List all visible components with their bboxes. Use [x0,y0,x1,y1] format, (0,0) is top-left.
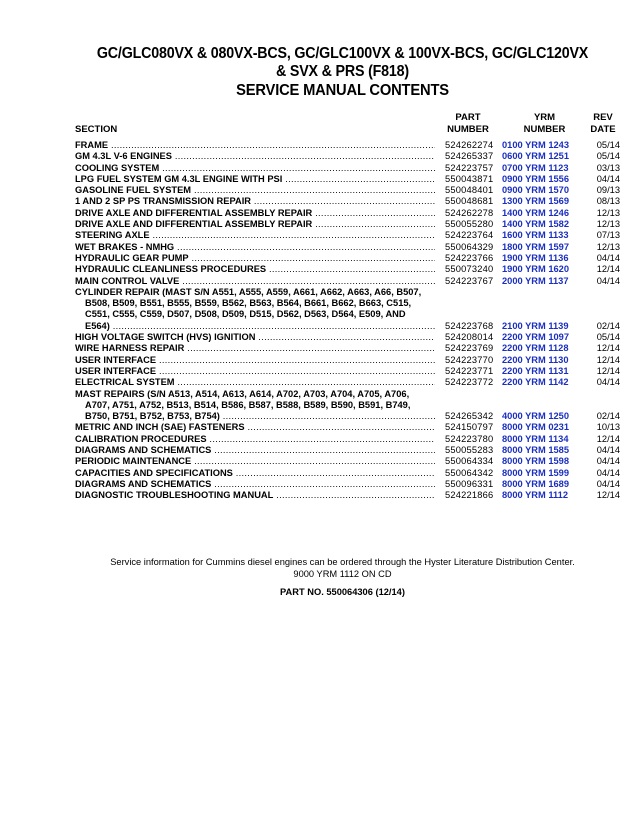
rev-date: 04/14 [596,252,620,263]
section-title [75,163,435,174]
section-title-line: PERIODIC MAINTENANCE ..... [75,456,435,467]
rev-date: 12/14 [596,354,620,365]
table-row [75,456,620,467]
column-header-rev [585,112,621,136]
yrm-number: 2100 YRM 1139 [502,320,569,331]
table-row [75,242,620,253]
part-number: 524223771 [445,365,494,376]
part-number: 550064329 [445,241,494,252]
yrm-number: 8000 YRM 1689 [502,478,570,489]
section-title-line: STEERING AXLE ..... [75,230,435,241]
table-row [75,196,620,207]
part-number: 524223767 [445,275,494,286]
section-title-line: CAPACITIES AND SPECIFICATIONS ..... [75,468,435,479]
section-title [75,343,435,354]
section-title-line: ELECTRICAL SYSTEM ..... [75,377,435,388]
table-row [75,185,620,196]
rev-date: 07/13 [596,230,620,241]
section-title-line: USER INTERFACE ..... [75,366,435,377]
part-number: 524223780 [445,433,494,444]
yrm-number: 1800 YRM 1597 [502,241,570,252]
section-title-line: MAST REPAIRS (S/N A513, A514, A613, A614, A702, A703, A704, A705, A706, [75,388,410,399]
part-number: 524223764 [445,230,494,241]
part-number: 524262278 [445,207,494,218]
yrm-number: 2200 YRM 1097 [502,332,570,343]
yrm-number: 0600 YRM 1251 [502,151,570,162]
part-number: 524150797 [445,422,494,433]
rev-date: 12/14 [596,433,620,444]
section-title-line: HIGH VOLTAGE SWITCH (HVS) IGNITION ..... [75,332,435,343]
section-title [75,366,435,377]
section-title [75,151,435,162]
rev-date: 04/14 [596,173,620,184]
section-title [75,219,435,230]
section-title-line: FRAME ..... [75,140,435,151]
part-number: 550048681 [445,196,494,207]
section-title [75,140,435,151]
yrm-number: 1900 YRM 1136 [502,252,569,263]
yrm-number: 8000 YRM 1599 [502,467,570,478]
yrm-header-line-1: YRM [533,112,556,123]
part-header-line-2: NUMBER [447,124,489,135]
yrm-number: 1400 YRM 1246 [502,207,570,218]
table-row [75,140,620,151]
section-title [75,479,435,490]
part-header-line-1: PART [455,112,481,123]
part-number: 524223770 [445,354,494,365]
rev-date: 02/14 [596,411,620,422]
yrm-number: 1900 YRM 1620 [502,264,570,275]
rev-date: 08/13 [596,196,620,207]
rev-date: 04/14 [596,467,620,478]
rev-date: 03/13 [596,162,620,173]
yrm-number: 8000 YRM 1585 [502,445,570,456]
part-number: 524208014 [445,332,494,343]
title-line-2: & SVX & PRS (F818) [276,63,409,80]
section-title [75,253,435,264]
yrm-number: 8000 YRM 0231 [502,422,570,433]
section-title [75,422,435,433]
section-title-line: E564) ..... [75,321,435,332]
part-number: 524262274 [445,140,494,150]
section-title-line: DRIVE AXLE AND DIFFERENTIAL ASSEMBLY REPAIR ..... [75,208,435,219]
section-title [75,389,435,423]
table-row [75,174,620,185]
section-title-line: MAIN CONTROL VALVE ..... [75,276,435,287]
section-title [75,287,435,332]
column-header-part [443,112,493,136]
section-title [75,174,435,185]
title-line-1: GC/GLC080VX & 080VX-BCS, GC/GLC100VX & 100VX-BCS, GC/GLC120VX [96,45,589,62]
table-row [75,276,620,287]
rev-date: 09/13 [596,185,620,196]
part-number: 550043871 [445,173,494,184]
section-title-line: C551, C555, C559, D507, D508, D509, D515, D562, D563, D564, E509, AND [85,309,406,320]
part-number: 550064334 [445,456,494,467]
section-title [75,490,435,501]
section-title-line: A707, A751, A752, B513, B514, B586, B587, B588, B589, B590, B591, B749, [85,399,411,410]
yrm-number: 2000 YRM 1137 [502,275,569,286]
part-number: 524223772 [445,377,494,388]
section-title-line: WET BRAKES - NMHG ..... [75,242,435,253]
section-title [75,242,435,253]
rev-date: 04/14 [596,478,620,489]
column-header-yrm [507,112,582,136]
rev-date: 12/14 [596,343,620,354]
table-row [75,332,620,343]
part-number: 524223766 [445,252,494,263]
rev-date: 12/14 [596,490,620,501]
section-title-line: DRIVE AXLE AND DIFFERENTIAL ASSEMBLY REPAIR ..... [75,219,435,230]
part-number: 524223769 [445,343,494,354]
rev-date: 05/14 [596,140,620,150]
table-row [75,219,620,230]
section-title-line: DIAGRAMS AND SCHEMATICS ..... [75,479,435,490]
footer-part-number: PART NO. 550064306 (12/14) [280,587,405,597]
part-number: 550055280 [445,219,494,230]
rev-header-line-2: DATE [590,124,616,135]
table-row [75,343,620,354]
rev-date: 04/14 [596,445,620,456]
section-title-line: GM 4.3L V-6 ENGINES ..... [75,151,435,162]
part-number: 524265337 [445,151,494,162]
yrm-number: 8000 YRM 1134 [502,433,569,444]
part-number: 550048401 [445,185,494,196]
section-title [75,355,435,366]
yrm-number: 4000 YRM 1250 [502,411,570,422]
table-row [75,445,620,456]
rev-date: 12/13 [596,241,620,252]
yrm-number: 8000 YRM 1112 [502,490,568,501]
table-row [75,253,620,264]
section-title-line: GASOLINE FUEL SYSTEM ..... [75,185,435,196]
table-row [75,422,620,433]
section-title-line: HYDRAULIC CLEANLINESS PROCEDURES ..... [75,264,435,275]
part-number: 550055283 [445,445,494,456]
rev-date: 04/14 [596,456,620,467]
section-title [75,276,435,287]
section-title [75,377,435,388]
rev-date: 12/13 [596,219,620,230]
section-title-line: LPG FUEL SYSTEM GM 4.3L ENGINE WITH PSI ..... [75,174,435,185]
yrm-number: 2200 YRM 1142 [502,377,569,388]
yrm-number: 2200 YRM 1130 [502,354,569,365]
table-row [75,287,620,332]
section-title [75,264,435,275]
rev-date: 12/14 [596,264,620,275]
yrm-number: 0900 YRM 1570 [502,185,570,196]
section-title-line: WIRE HARNESS REPAIR ..... [75,343,435,354]
section-title-line: CYLINDER REPAIR (MAST S/N A551, A555, A559, A661, A662, A663, A66, B507, [75,286,422,297]
part-number: 524223768 [445,320,494,331]
section-title [75,445,435,456]
table-row [75,389,620,423]
section-title [75,434,435,445]
table-row [75,468,620,479]
section-title-line: B750, B751, B752, B753, B754) ..... [75,411,435,422]
section-title-line: COOLING SYSTEM ..... [75,163,435,174]
yrm-number: 2200 YRM 1128 [502,343,569,354]
table-row [75,151,620,162]
section-title-line: CALIBRATION PROCEDURES ..... [75,434,435,445]
table-row [75,264,620,275]
rev-date: 04/14 [596,377,620,388]
section-title [75,230,435,241]
section-title-line: METRIC AND INCH (SAE) FASTENERS ..... [75,422,435,433]
section-title-line: 1 AND 2 SP PS TRANSMISSION REPAIR ..... [75,196,435,207]
rev-date: 02/14 [596,320,620,331]
table-row [75,208,620,219]
section-title-line: DIAGNOSTIC TROUBLESHOOTING MANUAL ..... [75,490,435,501]
section-title [75,208,435,219]
section-header-label: SECTION [75,124,118,135]
rev-date: 05/14 [596,151,620,162]
column-header-section [75,124,117,136]
part-number: 550064342 [445,467,494,478]
part-number: 524223757 [445,162,494,173]
rev-date: 05/14 [596,332,620,343]
rev-date: 10/13 [596,422,620,433]
rev-header-line-1: REV [593,112,613,123]
section-title [75,332,435,343]
table-row [75,490,620,501]
table-row [75,230,620,241]
part-number: 550096331 [445,478,494,489]
section-title [75,456,435,467]
section-title [75,196,435,207]
part-number: 524265342 [445,411,494,422]
section-title-line: HYDRAULIC GEAR PUMP ..... [75,253,435,264]
table-row [75,377,620,388]
title-line-3: SERVICE MANUAL CONTENTS [236,82,449,99]
footer-cd-note: 9000 YRM 1112 ON CD [293,569,392,579]
yrm-number: 0100 YRM 1243 [502,140,570,150]
section-title [75,468,435,479]
table-row [75,434,620,445]
yrm-header-line-2: NUMBER [523,124,566,135]
yrm-number: 1400 YRM 1582 [502,219,570,230]
table-row [75,355,620,366]
table-row [75,479,620,490]
section-title [75,185,435,196]
yrm-number: 2200 YRM 1131 [502,365,569,376]
table-row [75,163,620,174]
section-title-line: B508, B509, B551, B555, B559, B562, B563, B564, B661, B662, B663, C515, [85,298,412,309]
rev-date: 04/14 [596,275,620,286]
yrm-number: 1300 YRM 1569 [502,196,570,207]
section-title-line: USER INTERFACE ..... [75,355,435,366]
rev-date: 12/13 [596,207,620,218]
table-row [75,366,620,377]
yrm-number: 0700 YRM 1123 [502,162,569,173]
contents-table [75,140,620,502]
footer-note: Service information for Cummins diesel engines can be ordered through the Hyster Literature Distribution Center. [110,557,575,567]
yrm-number: 0900 YRM 1556 [502,173,570,184]
yrm-number: 1600 YRM 1133 [502,230,569,241]
part-number: 550073240 [445,264,494,275]
rev-date: 12/14 [596,365,620,376]
yrm-number: 8000 YRM 1598 [502,456,570,467]
part-number: 524221866 [445,490,494,501]
section-title-line: DIAGRAMS AND SCHEMATICS ..... [75,445,435,456]
